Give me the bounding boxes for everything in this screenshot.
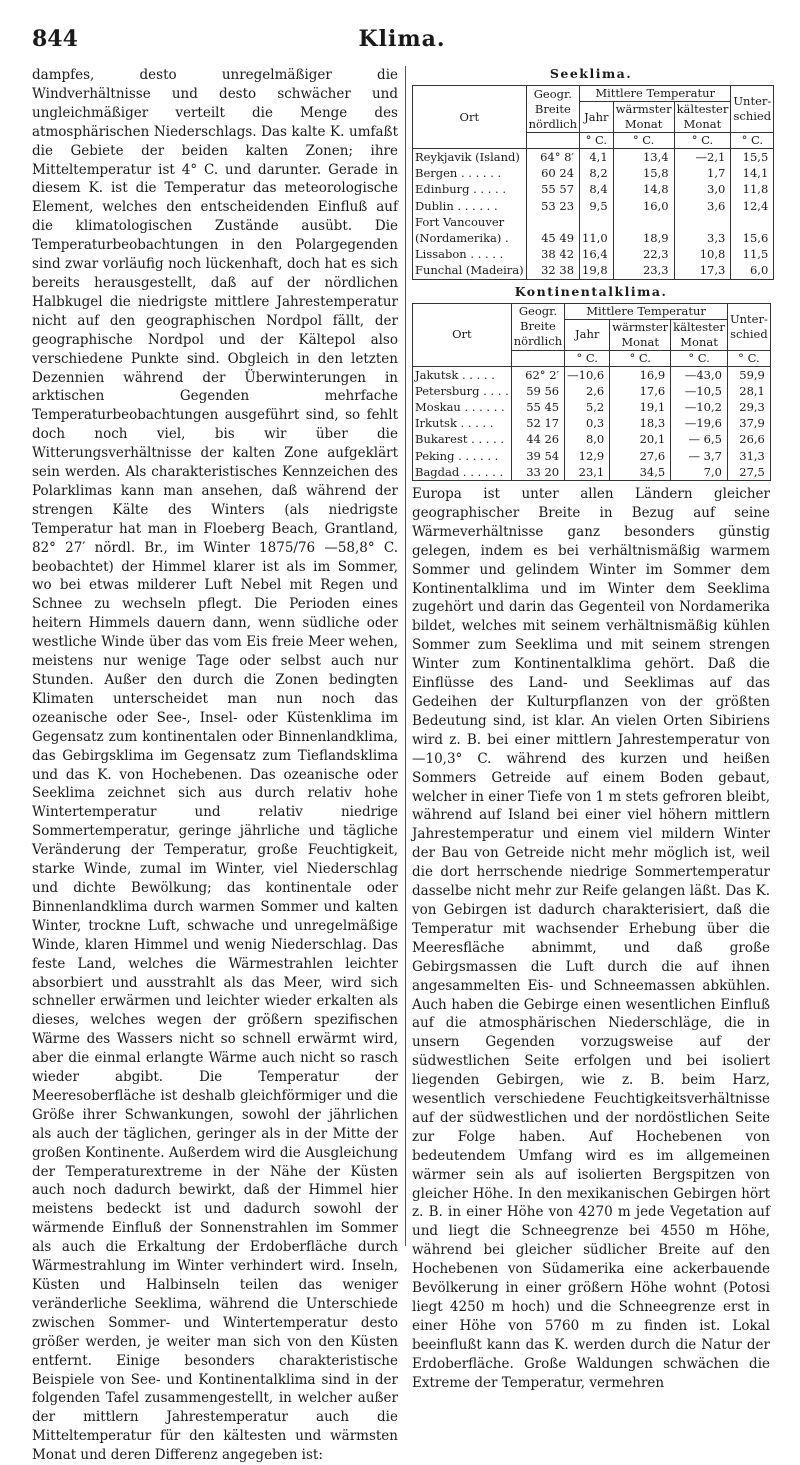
table-row xyxy=(413,181,774,197)
cell-breite: 60 24 xyxy=(526,165,579,181)
table-row xyxy=(413,246,774,262)
table-row xyxy=(413,262,774,279)
cell-diff: 14,1 xyxy=(731,165,774,181)
table-row xyxy=(413,149,774,166)
cell-waermster: 20,1 xyxy=(610,431,671,447)
cell-jahr: 23,1 xyxy=(565,464,610,481)
cell-kaeltester: 17,3 xyxy=(674,262,731,279)
unit-label xyxy=(511,350,564,366)
cell-diff: 12,4 xyxy=(731,198,774,214)
unit-label: ° C. xyxy=(613,133,674,149)
table-row xyxy=(413,431,771,447)
unit-label: ° C. xyxy=(731,133,774,149)
cell-ort: Petersburg . . . . xyxy=(413,383,512,399)
cell-breite: 53 23 xyxy=(526,198,579,214)
cell-diff: 15,6 xyxy=(731,230,774,246)
table-row xyxy=(413,198,774,214)
col-header-unterschied: Unter-schied xyxy=(731,86,774,133)
cell-kaeltester: —2,1 xyxy=(674,149,731,166)
cell-jahr: 2,6 xyxy=(565,383,610,399)
cell-kaeltester: —10,2 xyxy=(671,399,728,415)
cell-breite: 55 57 xyxy=(526,181,579,197)
cell-diff: 27,5 xyxy=(727,464,770,481)
cell-breite: 62° 2′ xyxy=(511,366,564,383)
unit-label: ° C. xyxy=(727,350,770,366)
cell-kaeltester: 3,3 xyxy=(674,230,731,246)
cell-ort: Fort Vancouver xyxy=(413,214,527,230)
col-header-breite: Geogr. Breite nördlich xyxy=(511,303,564,350)
cell-waermster: 16,0 xyxy=(613,198,674,214)
table-row xyxy=(413,383,771,399)
cell-jahr: 8,2 xyxy=(580,165,614,181)
cell-jahr: 11,0 xyxy=(580,230,614,246)
cell-ort: Jakutsk . . . . . xyxy=(413,366,512,383)
cell-ort: Lissabon . . . . . xyxy=(413,246,527,262)
cell-ort: (Nordamerika) . xyxy=(413,230,527,246)
page-number: 844 xyxy=(32,26,78,52)
unit-label xyxy=(526,133,579,149)
cell-kaeltester: 3,0 xyxy=(674,181,731,197)
cell-breite: 44 26 xyxy=(511,431,564,447)
cell-diff: 29,3 xyxy=(727,399,770,415)
cell-kaeltester: —43,0 xyxy=(671,366,728,383)
cell-breite: 64° 8′ xyxy=(526,149,579,166)
table-row xyxy=(413,399,771,415)
col-header-breite: Geogr. Breite nördlich xyxy=(526,86,579,133)
cell-kaeltester: 3,6 xyxy=(674,198,731,214)
cell-ort: Irkutsk . . . . . xyxy=(413,415,512,431)
cell-ort: Reykjavik (Island) xyxy=(413,149,527,166)
cell-ort: Funchal (Madeira) xyxy=(413,262,527,279)
col-header-jahr: Jahr xyxy=(565,319,610,350)
cell-waermster: 16,9 xyxy=(610,366,671,383)
cell-waermster: 23,3 xyxy=(613,262,674,279)
table-row xyxy=(413,366,771,383)
left-column-text: dampfes, desto unregelmäßiger die Windverhältnisse und desto schwächer und ungleichmäßiger verteilt die Menge des atmosphärischen Niederschlags. Das kalte K. umfaßt die Gebiete der beiden kalten Zonen; ihre Mitteltemperatur ist 4° C. und darunter. Gerade in diesem K. ist die Temperatur das meteorologische Element, welches den entscheidenden Einfluß auf die klimatologischen Zustände ausübt. Die Temperaturbeobachtungen in den Polargegenden sind zwar vorläufig noch lückenhaft, doch hat es sich bereits herausgestellt, daß auf der nördlichen Halbkugel die niedrigste mittlere Jahrestemperatur nicht auf den geographischen Nordpol fällt, der geographische Nordpol und der Kältepol also verschiedene Punkte sind. Obgleich in den letzten Dezennien während der Überwinterungen in arktischen Gegenden mehrfache Temperaturbeobachtungen ausgeführt sind, so fehlt doch noch viel, bis wir über die Witterungsverhältnisse der kalten Zone aufgeklärt sein werden. Als charakteristisches Kennzeichen des Polarklimas kann man ansehen, daß während der strengen Kälte des Winters (als niedrigste Temperatur hat man in Floeberg Beach, Grantland, 82° 27′ nördl. Br., im Winter 1875/76 —58,8° C. beobachtet) der Himmel klarer ist als im Sommer, wo bei etwas milderer Luft Nebel mit Regen und Schnee zu wechseln pflegt. Die Perioden eines heitern Himmels dauern dann, wenn südliche oder westliche Winde über das vom Eis freie Meer wehen, meistens nur wenige Tage oder selbst auch nur Stunden. Außer den durch die Zonen bedingten Klimaten unterscheidet man nun noch das ozeanische oder See-, Insel- oder Küstenklima im Gegensatz zum kontinentalen oder Binnenlandklima, das Gebirgsklima im Gegensatz zum Tieflandsklima und das K. von Hochebenen. Das ozeanische oder Seeklima zeichnet sich aus durch relativ hohe Wintertemperatur und relativ niedrige Sommertemperatur, geringe jährliche und tägliche Veränderung der Temperatur, große Feuchtigkeit, starke Winde, zumal im Winter, viel Niederschlag und dichte Bewölkung; das kontinentale oder Binnenlandklima durch warmen Sommer und kalten Winter, trockne Luft, schwache und unregelmäßige Winde, klaren Himmel und wenig Niederschlag. Das feste Land, welches die Wärmestrahlen leichter absorbiert und ausstrahlt als das Meer, wird sich schneller erwärmen und leichter wieder erkalten als dieses, welches wegen der größern spezifischen Wärme des Wassers nicht so schnell erwärmt wird, aber die einmal erlangte Wärme auch nicht so rasch wieder abgibt. Die Temperatur der Meeresoberfläche ist deshalb gleichförmiger und die Größe ihrer Schwankungen, sowohl der jährlichen als auch der täglichen, geringer als in der Mitte der großen Kontinente. Außerdem wird die Ausgleichung der Temperaturextreme in der Nähe der Küsten auch noch dadurch bewirkt, daß der Himmel hier meistens bedeckt ist und dadurch sowohl der wärmende Einfluß der Sonnenstrahlen im Sommer als auch die Erkaltung der Erdoberfläche durch Wärmestrahlung im Winter verhindert wird. Inseln, Küsten und Halbinseln teilen das weniger veränderliche Seeklima, während die Unterschiede zwischen Sommer- und Wintertemperatur desto größer werden, je weiter man sich von den Küsten entfernt. Einige besonders charakteristische Beispiele von See- und Kontinentalklima sind in der folgenden Tafel zusammengestellt, in welcher außer der mittlern Jahrestemperatur auch die Mitteltemperatur für den kältesten und wärmsten Monat und deren Differenz angegeben ist: xyxy=(32,67,398,1464)
table-row xyxy=(413,415,771,431)
cell-breite: 33 20 xyxy=(511,464,564,481)
cell-breite: 32 38 xyxy=(526,262,579,279)
cell-kaeltester: 7,0 xyxy=(671,464,728,481)
table-row xyxy=(413,464,771,481)
cell-waermster: 34,5 xyxy=(610,464,671,481)
cell-diff: 37,9 xyxy=(727,415,770,431)
cell-waermster: 18,3 xyxy=(610,415,671,431)
cell-jahr: —10,6 xyxy=(565,366,610,383)
cell-diff: 31,3 xyxy=(727,448,770,464)
cell-jahr: 16,4 xyxy=(580,246,614,262)
cell-kaeltester: 1,7 xyxy=(674,165,731,181)
cell-jahr: 19,8 xyxy=(580,262,614,279)
right-column-body xyxy=(412,485,770,1393)
running-title: Klima. xyxy=(358,26,446,52)
sea-climate-title: Seeklima. xyxy=(549,66,633,81)
cell-breite: 45 49 xyxy=(526,230,579,246)
right-column xyxy=(412,66,772,1391)
page-header xyxy=(32,26,772,62)
cell-breite: 39 54 xyxy=(511,448,564,464)
cell-ort: Edinburg . . . . . xyxy=(413,181,527,197)
cell-ort: Bergen . . . . . . xyxy=(413,165,527,181)
unit-label: ° C. xyxy=(671,350,728,366)
cell-kaeltester: — 3,7 xyxy=(671,448,728,464)
unit-label: ° C. xyxy=(565,350,610,366)
cell-diff: 15,5 xyxy=(731,149,774,166)
unit-label: ° C. xyxy=(674,133,731,149)
cell-breite: 38 42 xyxy=(526,246,579,262)
col-header-unterschied: Unter-schied xyxy=(727,303,770,350)
cell-diff: 11,5 xyxy=(731,246,774,262)
cell-jahr: 8,4 xyxy=(580,181,614,197)
col-header-waermster: wärmster Monat xyxy=(613,102,674,133)
cell-kaeltester: 10,8 xyxy=(674,246,731,262)
cell-diff xyxy=(731,214,774,230)
cell-breite xyxy=(526,214,579,230)
table-row xyxy=(413,165,774,181)
cell-jahr xyxy=(580,214,614,230)
cell-jahr: 9,5 xyxy=(580,198,614,214)
unit-label: ° C. xyxy=(610,350,671,366)
column-divider xyxy=(405,66,406,1246)
cell-kaeltester: —19,6 xyxy=(671,415,728,431)
col-header-ort: Ort xyxy=(413,303,512,366)
cell-breite: 52 17 xyxy=(511,415,564,431)
cell-jahr: 4,1 xyxy=(580,149,614,166)
continental-climate-table xyxy=(412,303,771,481)
cell-waermster: 19,1 xyxy=(610,399,671,415)
cell-waermster: 18,9 xyxy=(613,230,674,246)
cell-ort: Peking . . . . . . xyxy=(413,448,512,464)
col-header-jahr: Jahr xyxy=(580,102,614,133)
col-header-mittlere: Mittlere Temperatur xyxy=(565,303,728,319)
cell-waermster: 17,6 xyxy=(610,383,671,399)
cell-waermster xyxy=(613,214,674,230)
right-column-text: Europa ist unter allen Ländern gleicher geographischer Breite in Bezug auf seine Wärmeverhältnisse ganz besonders günstig gelegen, indem es bei verhältnismäßig warmem Sommer und gelindem Winter im Sommer dem Kontinentalklima und im Winter dem Seeklima zugehört und darin das Gegenteil von Nordamerika bildet, welches mit seinem verhältnismäßig kühlen Sommer zum Seeklima und mit seinem strengen Winter zum Kontinentalklima gehört. Daß die Einflüsse des Land- und Seeklimas auf das Gedeihen der Kulturpflanzen von der größten Bedeutung sind, ist klar. An vielen Orten Sibiriens wird z. B. bei einer mittlern Jahrestemperatur von —10,3° C. während des kurzen und heißen Sommers Getreide auf einem Boden gebaut, welcher in einer Tiefe von 1 m stets gefroren bleibt, während auf Island bei einer viel höhern mittlern Jahrestemperatur und einem viel mildern Winter der Bau von Getreide nicht mehr möglich ist, weil die dort herrschende niedrige Sommertemperatur dasselbe nicht mehr zur Reife gelangen läßt. Das K. von Gebirgen ist dadurch charakterisiert, daß die Temperatur mit wachsender Erhebung über die Meeresfläche abnimmt, und daß große Gebirgsmassen die Luft durch die auf ihnen angesammelten Eis- und Schneemassen abkühlen. Auch haben die Gebirge einen wesentlichen Einfluß auf die atmosphärischen Niederschläge, die in unsern Gegenden vorzugsweise auf der südwestlichen Seite erfolgen und bei isoliert liegenden Gebirgen, wie z. B. beim Harz, wesentlich verschiedene Feuchtigkeitsverhältnisse auf der südwestlichen und der nordöstlichen Seite zur Folge haben. Auf Hochebenen von bedeutendem Umfang wird es im allgemeinen wärmer sein als auf isolierten Bergspitzen von gleicher Höhe. In den mexikanischen Gebirgen hört z. B. in einer Höhe von 4270 m jede Vegetation auf und liegt die Schneegrenze bei 4550 m Höhe, während bei gleicher südlicher Breite auf den Hochebenen von Südamerika eine ackerbauende Bevölkerung in einer größern Höhe wohnt (Potosi liegt 4250 m hoch) und die Schneegrenze erst in einer Höhe von 5760 m zu finden ist. Lokal beeinflußt kann das K. werden durch die Natur der Erdoberfläche. Große Waldungen schwächen die Extreme der Temperatur, vermehren xyxy=(412,486,770,1391)
unit-label: ° C. xyxy=(580,133,614,149)
table-row xyxy=(413,214,774,230)
cell-waermster: 22,3 xyxy=(613,246,674,262)
col-header-waermster: wärmster Monat xyxy=(610,319,671,350)
cell-breite: 55 45 xyxy=(511,399,564,415)
cell-kaeltester: —10,5 xyxy=(671,383,728,399)
cell-waermster: 27,6 xyxy=(610,448,671,464)
cell-jahr: 5,2 xyxy=(565,399,610,415)
cell-diff: 26,6 xyxy=(727,431,770,447)
left-column xyxy=(32,66,398,1464)
sea-climate-table xyxy=(412,85,774,280)
cell-ort: Dublin . . . . . . xyxy=(413,198,527,214)
cell-diff: 6,0 xyxy=(731,262,774,279)
cell-kaeltester: — 6,5 xyxy=(671,431,728,447)
continental-climate-title: Kontinentalklima. xyxy=(514,283,668,299)
cell-kaeltester xyxy=(674,214,731,230)
col-header-ort: Ort xyxy=(413,86,527,149)
col-header-kaeltester: kältester Monat xyxy=(674,102,731,133)
col-header-mittlere: Mittlere Temperatur xyxy=(580,86,731,102)
cell-jahr: 8,0 xyxy=(565,431,610,447)
cell-jahr: 12,9 xyxy=(565,448,610,464)
cell-waermster: 15,8 xyxy=(613,165,674,181)
cell-ort: Moskau . . . . . . xyxy=(413,399,512,415)
cell-waermster: 14,8 xyxy=(613,181,674,197)
cell-jahr: 0,3 xyxy=(565,415,610,431)
col-header-kaeltester: kältester Monat xyxy=(671,319,728,350)
cell-ort: Bukarest . . . . . xyxy=(413,431,512,447)
table-row xyxy=(413,448,771,464)
cell-diff: 11,8 xyxy=(731,181,774,197)
table-row xyxy=(413,230,774,246)
cell-breite: 59 56 xyxy=(511,383,564,399)
cell-diff: 28,1 xyxy=(727,383,770,399)
cell-waermster: 13,4 xyxy=(613,149,674,166)
cell-ort: Bagdad . . . . . . xyxy=(413,464,512,481)
cell-diff: 59,9 xyxy=(727,366,770,383)
